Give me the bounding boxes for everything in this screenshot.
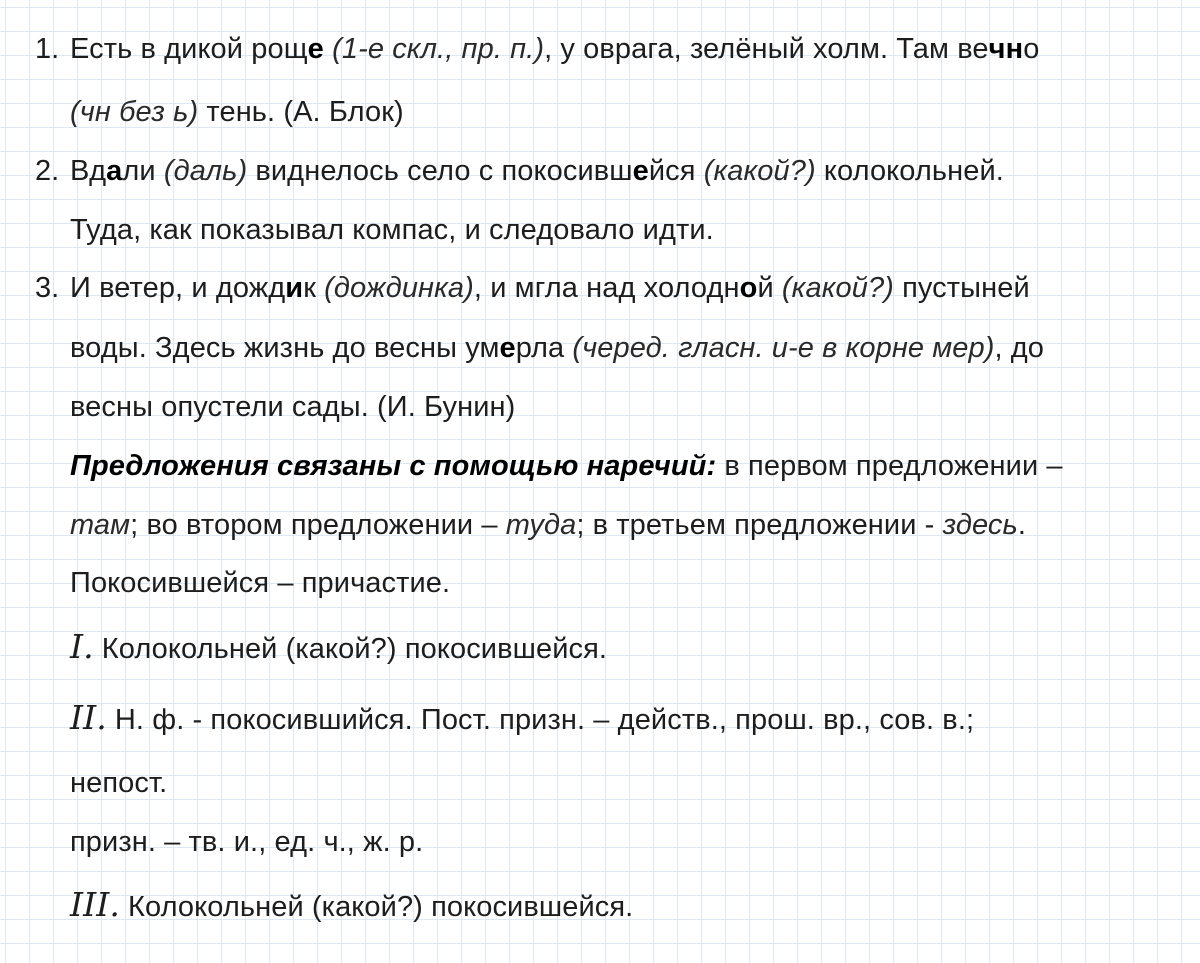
hint-text: (1-е скл., пр. п.) bbox=[332, 33, 545, 65]
analysis-text: Н. ф. - покосившийся. Пост. призн. – действ., прош. вр., сов. в.; bbox=[114, 704, 975, 736]
hint-text: (какой?) bbox=[703, 155, 816, 187]
text-run: воды. Здесь жизнь до весны ум bbox=[70, 332, 500, 364]
text-run: рла bbox=[515, 332, 573, 364]
explanation-line bbox=[70, 446, 1063, 486]
analysis-step-2 bbox=[70, 696, 974, 740]
text-run bbox=[324, 33, 332, 65]
item-number: 3. bbox=[35, 272, 60, 304]
text-run: колокольней. bbox=[815, 155, 1004, 187]
item-number: 2. bbox=[35, 155, 60, 187]
analysis-text: Колокольней (какой?) покосившейся. bbox=[101, 633, 608, 665]
hint-text: (черед. гласн. и-е в корне мер) bbox=[572, 332, 995, 364]
text-run: весны опустели сады. (И. Бунин) bbox=[70, 391, 516, 423]
sentence-line bbox=[70, 92, 404, 132]
text-run: пустыней bbox=[893, 272, 1030, 304]
text-run: Есть в дикой рощ bbox=[70, 33, 308, 65]
text-run: Вд bbox=[70, 155, 107, 187]
text-run: о bbox=[1023, 33, 1040, 65]
hint-text: здесь bbox=[942, 509, 1018, 541]
hint-text: (даль) bbox=[163, 155, 248, 187]
analysis-step-3 bbox=[70, 883, 633, 927]
text-run: , и мгла над холодн bbox=[473, 272, 740, 304]
highlighted-letter: е bbox=[632, 155, 649, 187]
highlighted-letter: о bbox=[739, 272, 758, 304]
hint-text: (чн без ь) bbox=[70, 96, 199, 128]
analysis-text: Колокольней (какой?) покосившейся. bbox=[128, 891, 634, 923]
text-run: йся bbox=[648, 155, 704, 187]
text-run: ; во втором предложении – bbox=[130, 509, 506, 541]
text-run: виднелось село с покосивш bbox=[247, 155, 633, 187]
sentence-line bbox=[70, 210, 714, 250]
hint-text: туда bbox=[505, 509, 577, 541]
text-run: й bbox=[757, 272, 782, 304]
sentence-line bbox=[70, 387, 515, 427]
analysis-continuation: непост. bbox=[70, 767, 168, 799]
text-run: И ветер, и дожд bbox=[70, 272, 286, 304]
hint-text: (дождинка) bbox=[324, 272, 474, 304]
sentence-line bbox=[70, 29, 1039, 69]
highlighted-letter: и bbox=[285, 272, 304, 304]
roman-numeral-3: III. bbox=[70, 885, 120, 924]
sentence-line bbox=[70, 328, 1044, 368]
highlighted-letter: е bbox=[307, 33, 324, 65]
hint-text: (какой?) bbox=[781, 272, 894, 304]
text-run: . bbox=[1017, 509, 1027, 541]
highlighted-letter: чн bbox=[988, 33, 1024, 65]
highlighted-letter: а bbox=[106, 155, 123, 187]
explanation-line bbox=[70, 505, 1026, 545]
analysis-continuation: призн. – тв. и., ед. ч., ж. р. bbox=[70, 826, 424, 858]
text-run: Покосившейся – причастие. bbox=[70, 567, 451, 599]
highlighted-letter: е bbox=[499, 332, 516, 364]
text-run: к bbox=[303, 272, 325, 304]
item-number: 1. bbox=[35, 33, 60, 65]
text-run: в первом предложении – bbox=[716, 450, 1063, 482]
sentence-line bbox=[70, 268, 1030, 308]
text-run: , до bbox=[994, 332, 1045, 364]
text-run: , у оврага, зелёный холм. Там ве bbox=[544, 33, 989, 65]
text-run: ; в третьем предложении - bbox=[576, 509, 943, 541]
text-run: ли bbox=[122, 155, 164, 187]
sentence-line bbox=[70, 151, 1004, 191]
text-run: Туда, как показывал компас, и следовало идти. bbox=[70, 214, 714, 246]
hint-text: там bbox=[70, 509, 131, 541]
text-run: тень. (А. Блок) bbox=[198, 96, 404, 128]
explanation-line bbox=[70, 563, 450, 603]
roman-numeral-2: II. bbox=[70, 698, 107, 737]
bold-heading: Предложения связаны с помощью наречий: bbox=[70, 450, 717, 482]
roman-numeral-1: I. bbox=[70, 627, 94, 666]
analysis-step-1 bbox=[70, 625, 607, 669]
